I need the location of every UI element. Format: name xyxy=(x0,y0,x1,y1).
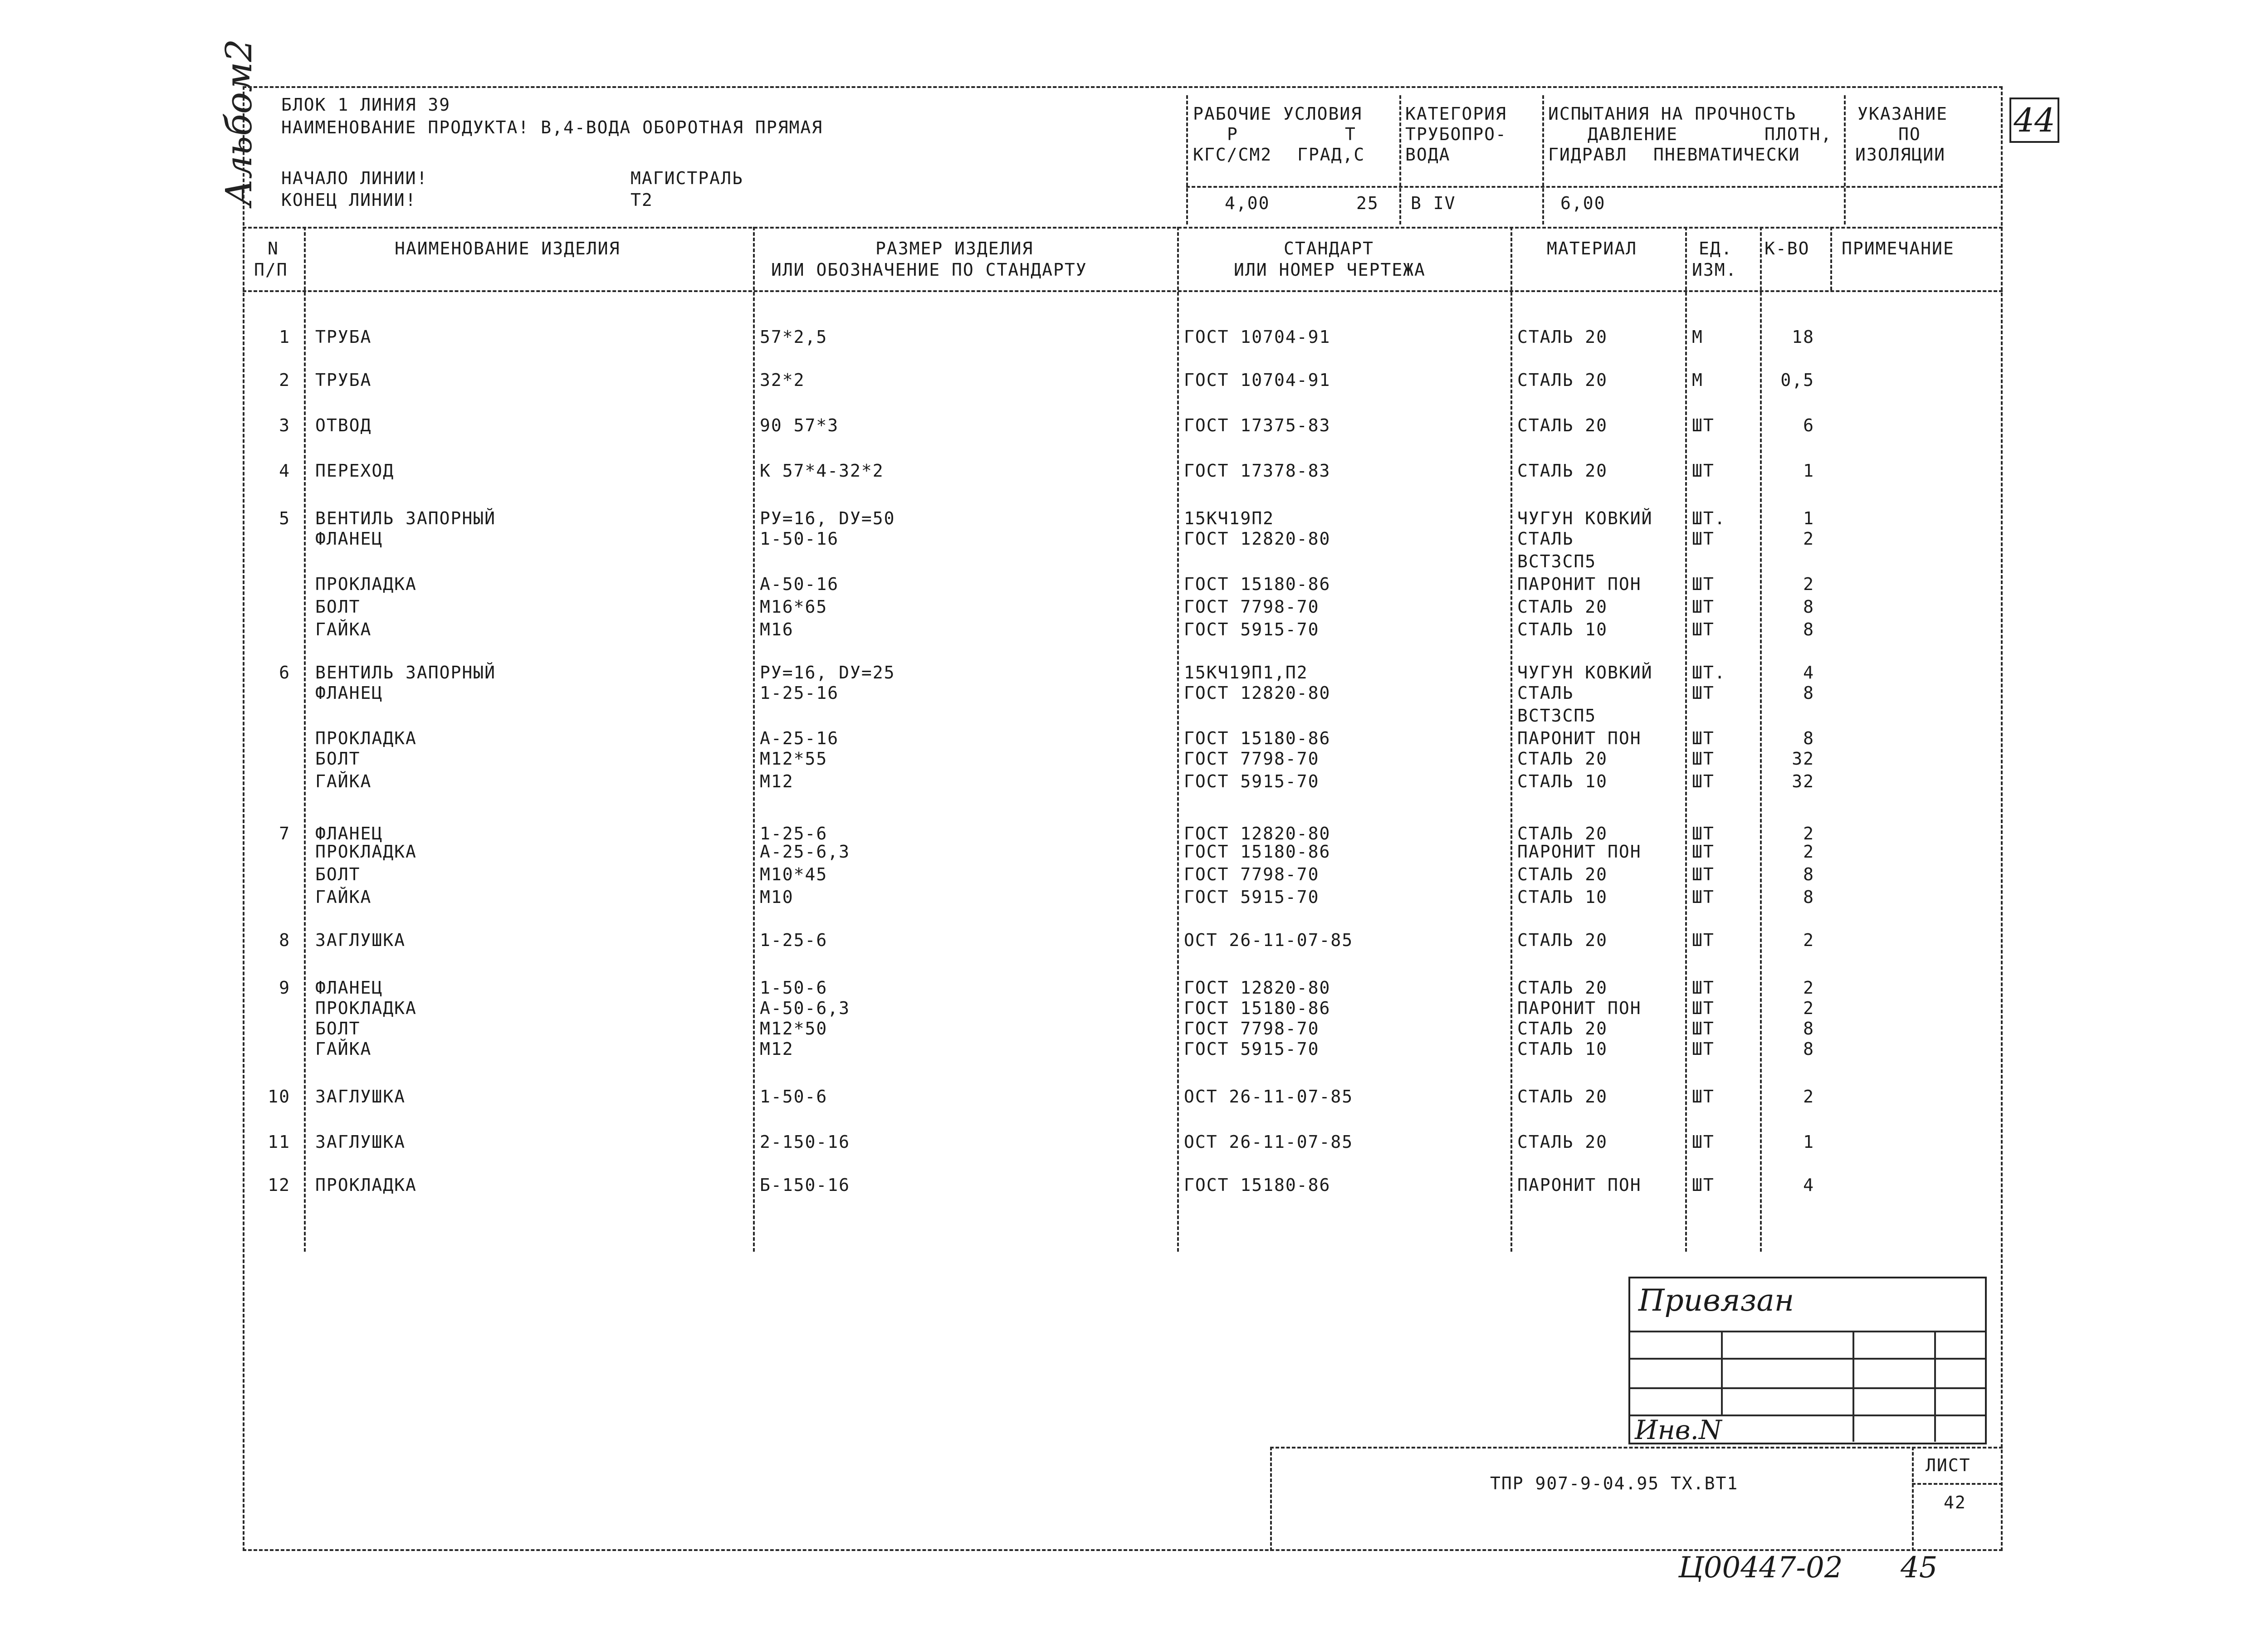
cell-std: ГОСТ 15180-86 xyxy=(1184,574,1331,594)
cell-qty: 18 xyxy=(1792,327,1814,347)
cell-size: М10*45 xyxy=(760,864,828,884)
cell-std: 15КЧ19П2 xyxy=(1184,508,1275,528)
cell-mat: ПАРОНИТ ПОН xyxy=(1517,998,1642,1018)
cond-t-value: 25 xyxy=(1356,193,1379,213)
cell-mat: ВСТ3СП5 xyxy=(1517,551,1597,571)
header-end-label: КОНЕЦ ЛИНИИ! xyxy=(281,190,417,210)
binding-stamp-title: Привязан xyxy=(1638,1283,1794,1318)
cell-mat: СТАЛЬ 20 xyxy=(1517,930,1608,950)
cell-mat: СТАЛЬ 20 xyxy=(1517,1019,1608,1039)
cell-unit: ШТ. xyxy=(1692,663,1726,683)
cond-category-value: В IV xyxy=(1411,193,1456,213)
col-line-size xyxy=(753,227,755,1252)
cell-std: ГОСТ 17375-83 xyxy=(1184,415,1331,435)
cell-size: А-50-16 xyxy=(760,574,839,594)
col-line-qty xyxy=(1760,227,1762,1252)
cond-t: Т xyxy=(1345,124,1356,144)
cell-size: 32*2 xyxy=(760,370,805,390)
cell-unit: ШТ xyxy=(1692,728,1715,748)
cell-size: 1-50-16 xyxy=(760,529,839,549)
cell-mat: ЧУГУН КОВКИЙ xyxy=(1517,663,1653,683)
cell-n: 3 xyxy=(279,415,290,435)
cell-unit: ШТ xyxy=(1692,1039,1715,1059)
cell-size: М12 xyxy=(760,1039,794,1059)
cell-mat: СТАЛЬ 20 xyxy=(1517,597,1608,617)
cell-name: ГАЙКА xyxy=(315,771,372,791)
cell-qty: 8 xyxy=(1803,864,1814,884)
col-line-name xyxy=(304,227,306,1252)
cond-p-value: 4,00 xyxy=(1225,193,1270,213)
cell-mat: ПАРОНИТ ПОН xyxy=(1517,728,1642,748)
col-qty: К-ВО xyxy=(1765,239,1810,259)
cell-qty: 2 xyxy=(1803,998,1814,1018)
stamp-vline-3 xyxy=(1934,1331,1936,1442)
cell-mat: СТАЛЬ 20 xyxy=(1517,824,1608,844)
cond-line-ins xyxy=(1844,95,1846,224)
col-unit-1: ЕД. xyxy=(1699,239,1733,259)
cell-mat: СТАЛЬ 10 xyxy=(1517,771,1608,791)
cell-size: 1-50-6 xyxy=(760,978,828,998)
cell-std: ГОСТ 15180-86 xyxy=(1184,842,1331,862)
cell-name: ОТВОД xyxy=(315,415,372,435)
cell-mat: СТАЛЬ 20 xyxy=(1517,370,1608,390)
col-line-unit xyxy=(1685,227,1687,1252)
cell-unit: ШТ xyxy=(1692,978,1715,998)
col-header-bottom-line xyxy=(243,290,2003,292)
cell-std: 15КЧ19П1,П2 xyxy=(1184,663,1308,683)
cell-size: 1-25-16 xyxy=(760,683,839,703)
side-stamp: Альбом2 xyxy=(218,39,260,206)
cell-std: ГОСТ 5915-70 xyxy=(1184,771,1320,791)
cell-std: ГОСТ 7798-70 xyxy=(1184,597,1320,617)
cell-mat: СТАЛЬ 20 xyxy=(1517,1132,1608,1152)
cell-name: ГАЙКА xyxy=(315,619,372,639)
cell-n: 1 xyxy=(279,327,290,347)
sheet-label: ЛИСТ xyxy=(1926,1455,1971,1475)
archive-code: Ц00447-02 xyxy=(1678,1551,1843,1585)
cell-qty: 32 xyxy=(1792,771,1814,791)
stamp-vline-1 xyxy=(1721,1331,1723,1415)
cell-qty: 1 xyxy=(1803,1132,1814,1152)
stamp-line-1 xyxy=(1630,1331,1985,1332)
cell-size: М12*55 xyxy=(760,749,828,769)
cell-size: М10 xyxy=(760,887,794,907)
col-note: ПРИМЕЧАНИЕ xyxy=(1842,239,1955,259)
cell-mat: СТАЛЬ 20 xyxy=(1517,864,1608,884)
cell-size: А-50-6,3 xyxy=(760,998,850,1018)
cell-unit: ШТ xyxy=(1692,574,1715,594)
cell-qty: 2 xyxy=(1803,842,1814,862)
cell-size: Б-150-16 xyxy=(760,1175,850,1195)
cell-size: 1-25-6 xyxy=(760,824,828,844)
cell-mat: ЧУГУН КОВКИЙ xyxy=(1517,508,1653,528)
header-end-value: Т2 xyxy=(631,190,653,210)
cell-unit: ШТ xyxy=(1692,842,1715,862)
cell-size: М12 xyxy=(760,771,794,791)
cond-line-test xyxy=(1542,95,1544,224)
cell-size: РУ=16, DУ=50 xyxy=(760,508,895,528)
cell-name: ГАЙКА xyxy=(315,1039,372,1059)
cell-std: ГОСТ 5915-70 xyxy=(1184,619,1320,639)
cell-name: БОЛТ xyxy=(315,749,361,769)
cond-insulation-3: ИЗОЛЯЦИИ xyxy=(1855,145,1946,165)
cell-unit: ШТ xyxy=(1692,597,1715,617)
cell-qty: 2 xyxy=(1803,1087,1814,1107)
cell-std: ГОСТ 5915-70 xyxy=(1184,1039,1320,1059)
cell-name: ВЕНТИЛЬ ЗАПОРНЫЙ xyxy=(315,508,496,528)
cond-test-title: ИСПЫТАНИЯ НА ПРОЧНОСТЬ xyxy=(1548,104,1797,124)
cond-category-title: КАТЕГОРИЯ xyxy=(1405,104,1507,124)
corner-number-box xyxy=(2009,98,2059,143)
cell-unit: ШТ xyxy=(1692,749,1715,769)
cell-unit: ШТ xyxy=(1692,683,1715,703)
cell-unit: ШТ xyxy=(1692,824,1715,844)
cell-unit: ШТ xyxy=(1692,1019,1715,1039)
binding-stamp xyxy=(1628,1277,1987,1444)
stamp-line-3 xyxy=(1630,1387,1985,1389)
cell-std: ГОСТ 17378-83 xyxy=(1184,461,1331,481)
cell-qty: 1 xyxy=(1803,461,1814,481)
cond-category-sub2: ВОДА xyxy=(1405,145,1451,165)
cell-mat: ПАРОНИТ ПОН xyxy=(1517,842,1642,862)
cell-mat: ПАРОНИТ ПОН xyxy=(1517,574,1642,594)
col-header-top-line xyxy=(243,227,2003,229)
cell-std: ГОСТ 12820-80 xyxy=(1184,978,1331,998)
title-block-left-line xyxy=(1270,1447,1272,1551)
cell-name: БОЛТ xyxy=(315,597,361,617)
cell-qty: 4 xyxy=(1803,663,1814,683)
cell-std: ГОСТ 7798-70 xyxy=(1184,864,1320,884)
cond-left-line xyxy=(1186,95,1188,224)
header-line1: БЛОК 1 ЛИНИЯ 39 xyxy=(281,95,451,115)
title-block-sheet-line xyxy=(1912,1447,1914,1551)
cell-std: ГОСТ 15180-86 xyxy=(1184,1175,1331,1195)
cell-n: 10 xyxy=(268,1087,290,1107)
cell-name: ФЛАНЕЦ xyxy=(315,529,383,549)
title-block-sheet-divider xyxy=(1912,1483,2003,1485)
cell-std: ГОСТ 15180-86 xyxy=(1184,728,1331,748)
header-start-value: МАГИСТРАЛЬ xyxy=(631,168,743,188)
cell-n: 7 xyxy=(279,824,290,844)
cell-unit: ШТ. xyxy=(1692,508,1726,528)
cond-test-hydraulic: ГИДРАВЛ xyxy=(1548,145,1628,165)
cell-unit: М xyxy=(1692,327,1703,347)
cell-qty: 1 xyxy=(1803,508,1814,528)
cond-p: Р xyxy=(1227,124,1238,144)
cell-qty: 2 xyxy=(1803,529,1814,549)
cell-unit: ШТ xyxy=(1692,864,1715,884)
cell-size: 2-150-16 xyxy=(760,1132,850,1152)
cell-mat: ВСТ3СП5 xyxy=(1517,706,1597,726)
cell-mat: СТАЛЬ xyxy=(1517,683,1574,703)
cond-line-cat xyxy=(1399,95,1401,224)
header-start-label: НАЧАЛО ЛИНИИ! xyxy=(281,168,428,188)
cond-insulation-2: ПО xyxy=(1898,124,1921,144)
cell-name: ГАЙКА xyxy=(315,887,372,907)
sheet-number: 42 xyxy=(1944,1493,1966,1512)
cell-qty: 0,5 xyxy=(1780,370,1814,390)
cell-std: ГОСТ 7798-70 xyxy=(1184,1019,1320,1039)
corner-number: 44 xyxy=(2014,101,2055,139)
cell-unit: ШТ xyxy=(1692,415,1715,435)
cell-qty: 2 xyxy=(1803,978,1814,998)
cond-mid-line xyxy=(1186,186,2003,188)
cell-size: 1-25-6 xyxy=(760,930,828,950)
col-size-1: РАЗМЕР ИЗДЕЛИЯ xyxy=(875,239,1034,259)
cell-size: К 57*4-32*2 xyxy=(760,461,884,481)
cell-size: РУ=16, DУ=25 xyxy=(760,663,895,683)
cell-std: ГОСТ 12820-80 xyxy=(1184,529,1331,549)
cell-qty: 8 xyxy=(1803,1039,1814,1059)
cell-unit: М xyxy=(1692,370,1703,390)
cell-size: А-25-16 xyxy=(760,728,839,748)
col-line-mat xyxy=(1510,227,1512,1252)
cell-name: ПРОКЛАДКА xyxy=(315,842,417,862)
cell-size: 1-50-6 xyxy=(760,1087,828,1107)
cell-n: 12 xyxy=(268,1175,290,1195)
cell-qty: 4 xyxy=(1803,1175,1814,1195)
cell-std: ГОСТ 10704-91 xyxy=(1184,370,1331,390)
cell-mat: СТАЛЬ 10 xyxy=(1517,619,1608,639)
header-top-line xyxy=(243,86,2003,88)
cell-n: 4 xyxy=(279,461,290,481)
col-name: НАИМЕНОВАНИЕ ИЗДЕЛИЯ xyxy=(395,239,621,259)
cell-size: М16*65 xyxy=(760,597,828,617)
page-number: 45 xyxy=(1901,1551,1938,1585)
cell-name: ПРОКЛАДКА xyxy=(315,574,417,594)
cond-work-title: РАБОЧИЕ УСЛОВИЯ xyxy=(1193,104,1363,124)
cell-mat: ПАРОНИТ ПОН xyxy=(1517,1175,1642,1195)
stamp-line-2 xyxy=(1630,1358,1985,1360)
stamp-vline-2 xyxy=(1853,1331,1854,1442)
cell-mat: СТАЛЬ 20 xyxy=(1517,1087,1608,1107)
inventory-label: Инв.N xyxy=(1635,1415,1722,1445)
cell-unit: ШТ xyxy=(1692,771,1715,791)
cond-test-pneumatic: ПНЕВМАТИЧЕСКИ xyxy=(1653,145,1800,165)
cell-name: ЗАГЛУШКА xyxy=(315,1132,406,1152)
cell-unit: ШТ xyxy=(1692,1132,1715,1152)
cell-name: ФЛАНЕЦ xyxy=(315,824,383,844)
cell-size: 57*2,5 xyxy=(760,327,828,347)
cond-insulation-1: УКАЗАНИЕ xyxy=(1857,104,1948,124)
cell-std: ОСТ 26-11-07-85 xyxy=(1184,1087,1354,1107)
cond-test-density: ПЛОТН, xyxy=(1765,124,1833,144)
cell-size: 90 57*3 xyxy=(760,415,839,435)
cell-std: ГОСТ 5915-70 xyxy=(1184,887,1320,907)
col-num-2: П/П xyxy=(254,260,288,280)
cell-mat: СТАЛЬ 20 xyxy=(1517,327,1608,347)
cell-std: ГОСТ 7798-70 xyxy=(1184,749,1320,769)
col-std-1: СТАНДАРТ xyxy=(1284,239,1374,259)
cell-mat: СТАЛЬ 20 xyxy=(1517,461,1608,481)
doc-code: ТПР 907-9-04.95 ТХ.ВТ1 xyxy=(1490,1473,1739,1493)
cell-name: БОЛТ xyxy=(315,864,361,884)
cell-size: М16 xyxy=(760,619,794,639)
cond-category-sub1: ТРУБОПРО- xyxy=(1405,124,1507,144)
cell-mat: СТАЛЬ 20 xyxy=(1517,749,1608,769)
cell-qty: 2 xyxy=(1803,574,1814,594)
cell-name: ЗАГЛУШКА xyxy=(315,930,406,950)
cell-name: ПРОКЛАДКА xyxy=(315,1175,417,1195)
cell-n: 6 xyxy=(279,663,290,683)
cell-qty: 32 xyxy=(1792,749,1814,769)
col-std-2: ИЛИ НОМЕР ЧЕРТЕЖА xyxy=(1234,260,1426,280)
cell-qty: 6 xyxy=(1803,415,1814,435)
col-num-1: N xyxy=(268,239,279,259)
cell-unit: ШТ xyxy=(1692,461,1715,481)
cell-qty: 2 xyxy=(1803,930,1814,950)
cell-name: ТРУБА xyxy=(315,327,372,347)
cond-t-unit: ГРАД,С xyxy=(1297,145,1365,165)
cond-test-pressure: ДАВЛЕНИЕ xyxy=(1588,124,1678,144)
cell-std: ОСТ 26-11-07-85 xyxy=(1184,930,1354,950)
col-line-std xyxy=(1177,227,1179,1252)
cell-unit: ШТ xyxy=(1692,998,1715,1018)
cell-qty: 8 xyxy=(1803,728,1814,748)
cell-size: М12*50 xyxy=(760,1019,828,1039)
cell-std: ГОСТ 12820-80 xyxy=(1184,683,1331,703)
cell-name: ФЛАНЕЦ xyxy=(315,683,383,703)
cell-name: ПРОКЛАДКА xyxy=(315,998,417,1018)
cell-n: 11 xyxy=(268,1132,290,1152)
cell-name: ВЕНТИЛЬ ЗАПОРНЫЙ xyxy=(315,663,496,683)
cell-unit: ШТ xyxy=(1692,529,1715,549)
cell-qty: 8 xyxy=(1803,1019,1814,1039)
cell-mat: СТАЛЬ 20 xyxy=(1517,415,1608,435)
cell-qty: 8 xyxy=(1803,683,1814,703)
cell-name: ПЕРЕХОД xyxy=(315,461,395,481)
cell-mat: СТАЛЬ 10 xyxy=(1517,887,1608,907)
title-block-top-line xyxy=(1270,1447,2003,1449)
cond-p-unit: КГС/СМ2 xyxy=(1193,145,1272,165)
col-line-note xyxy=(1830,227,1832,290)
cell-mat: СТАЛЬ 10 xyxy=(1517,1039,1608,1059)
cell-qty: 8 xyxy=(1803,597,1814,617)
cell-mat: СТАЛЬ xyxy=(1517,529,1574,549)
cell-n: 9 xyxy=(279,978,290,998)
cell-name: ФЛАНЕЦ xyxy=(315,978,383,998)
cell-unit: ШТ xyxy=(1692,930,1715,950)
cell-std: ОСТ 26-11-07-85 xyxy=(1184,1132,1354,1152)
cell-n: 5 xyxy=(279,508,290,528)
cell-std: ГОСТ 15180-86 xyxy=(1184,998,1331,1018)
cell-unit: ШТ xyxy=(1692,1175,1715,1195)
cell-name: ПРОКЛАДКА xyxy=(315,728,417,748)
cell-std: ГОСТ 10704-91 xyxy=(1184,327,1331,347)
cell-qty: 8 xyxy=(1803,619,1814,639)
cell-unit: ШТ xyxy=(1692,619,1715,639)
col-material: МАТЕРИАЛ xyxy=(1547,239,1637,259)
cell-name: ТРУБА xyxy=(315,370,372,390)
cell-size: А-25-6,3 xyxy=(760,842,850,862)
cell-std: ГОСТ 12820-80 xyxy=(1184,824,1331,844)
col-unit-2: ИЗМ. xyxy=(1692,260,1737,280)
cell-mat: СТАЛЬ 20 xyxy=(1517,978,1608,998)
cell-n: 8 xyxy=(279,930,290,950)
cell-qty: 2 xyxy=(1803,824,1814,844)
header-product: НАИМЕНОВАНИЕ ПРОДУКТА! В,4-ВОДА ОБОРОТНАЯ ПРЯМАЯ xyxy=(281,117,823,137)
cell-unit: ШТ xyxy=(1692,887,1715,907)
col-size-2: ИЛИ ОБОЗНАЧЕНИЕ ПО СТАНДАРТУ xyxy=(771,260,1087,280)
cell-qty: 8 xyxy=(1803,887,1814,907)
cell-unit: ШТ xyxy=(1692,1087,1715,1107)
cell-name: ЗАГЛУШКА xyxy=(315,1087,406,1107)
cell-n: 2 xyxy=(279,370,290,390)
cell-name: БОЛТ xyxy=(315,1019,361,1039)
cond-test-value: 6,00 xyxy=(1560,193,1606,213)
